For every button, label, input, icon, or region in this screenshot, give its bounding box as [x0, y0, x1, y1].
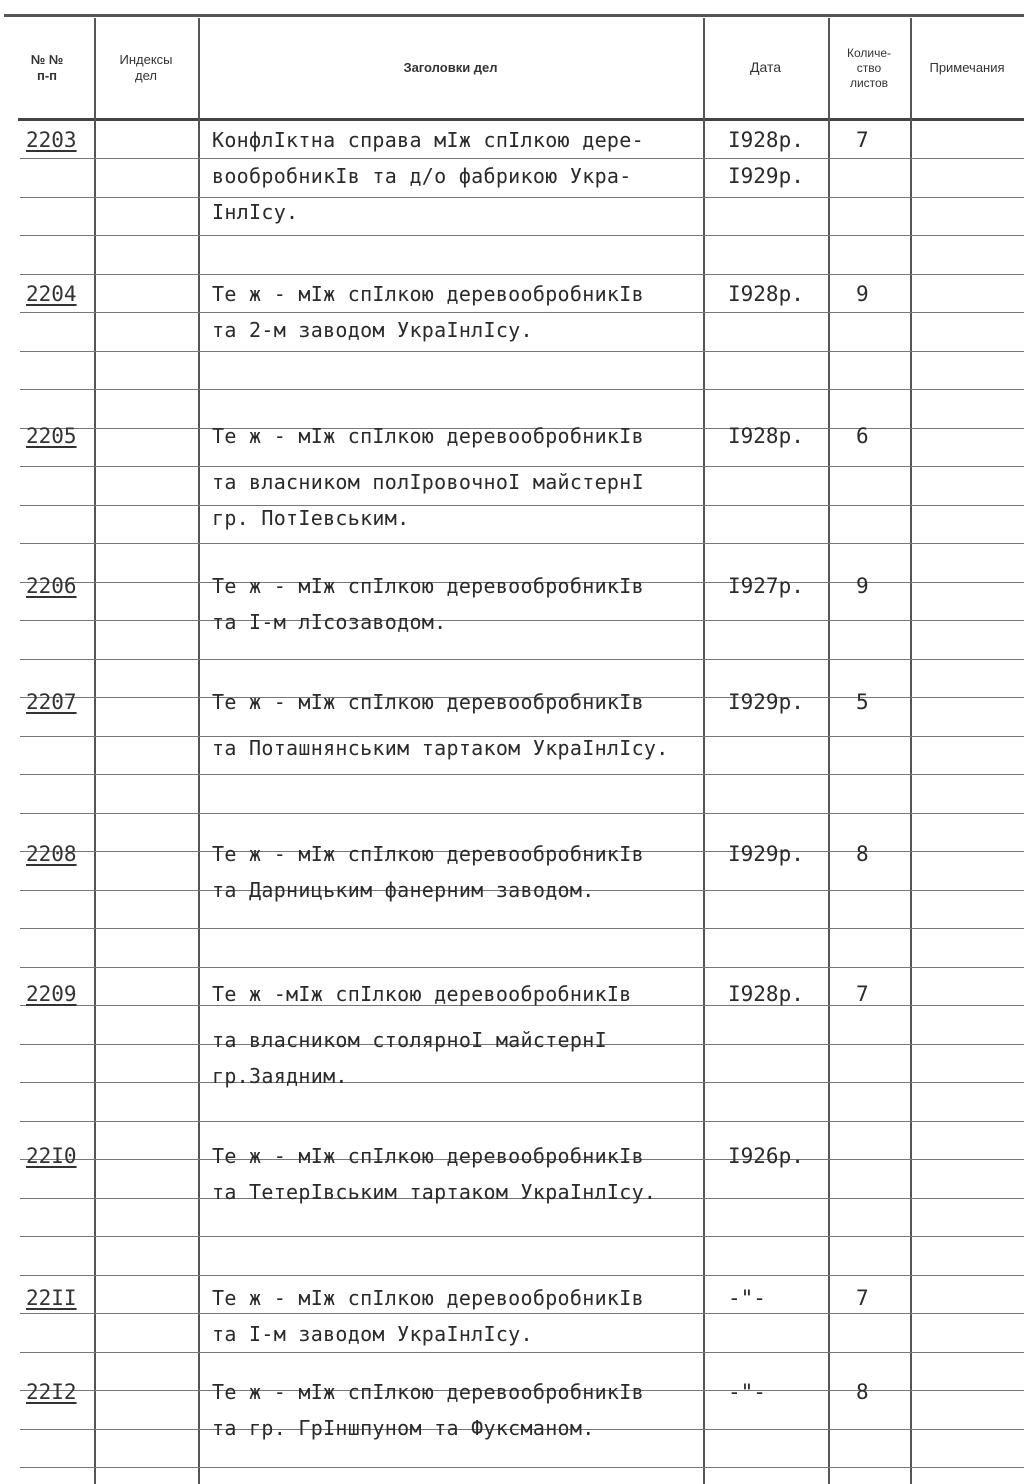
ruled-line — [20, 1275, 1024, 1276]
entry-number: 2206 — [26, 574, 77, 598]
ruled-line — [20, 1467, 1024, 1468]
header-number-line2: п-п — [36, 68, 58, 83]
ruled-line — [20, 158, 1024, 159]
header-index — [94, 18, 198, 118]
ruled-line — [20, 774, 1024, 775]
ruled-line — [20, 1313, 1024, 1314]
entry-sheet-count: 5 — [856, 690, 869, 714]
ruled-line — [20, 197, 1024, 198]
entry-title-line: Те ж - мIж спIлкою деревообробникIв — [212, 424, 644, 448]
header-title-text: Заголовки дел — [403, 59, 498, 75]
entry-title-line: Те ж - мIж спIлкою деревообробникIв — [212, 1144, 644, 1168]
entry-title-line: гр.Заядним. — [212, 1064, 348, 1088]
entry-sheet-count: 6 — [856, 424, 869, 448]
entry-sheet-count: 7 — [856, 128, 869, 152]
entry-title-line: та власником столярноI майстернI — [212, 1028, 607, 1052]
ruled-line — [20, 1121, 1024, 1122]
entry-date: I929р. — [728, 842, 804, 866]
entry-title-line: та ТетерIвським тартаком УкраIнлIсу. — [212, 1180, 657, 1204]
header-index-line1: Индексы — [119, 51, 173, 67]
entry-title-line: Те ж - мIж спIлкою деревообробникIв — [212, 574, 644, 598]
entry-sheet-count: 7 — [856, 1286, 869, 1310]
entry-date: -"- — [728, 1286, 766, 1310]
header-sheet-count — [828, 18, 910, 118]
column-divider — [198, 18, 200, 1484]
ruled-line — [20, 1082, 1024, 1083]
ruled-line — [20, 466, 1024, 467]
ruled-line — [20, 351, 1024, 352]
entry-title-line: гр. ПотIевським. — [212, 506, 410, 530]
header-top-rule — [4, 14, 1024, 17]
entry-title-line: та Дарницьким фанерним заводом. — [212, 878, 595, 902]
column-divider — [703, 18, 705, 1484]
entry-title-line: та власником полIровочноI майстернI — [212, 470, 644, 494]
entry-number: 2205 — [26, 424, 77, 448]
entry-title-line: КонфлIктна справа мIж спIлкою дере- — [212, 128, 644, 152]
header-index-line2: дел — [135, 68, 157, 83]
ruled-line — [20, 389, 1024, 390]
header-notes — [910, 18, 1024, 118]
header-count-line1: Количе- — [846, 45, 892, 60]
entry-title-line: вообробникIв та д/о фабрикою Укра- — [212, 164, 632, 188]
entry-number: 2203 — [26, 128, 77, 152]
ruled-line — [20, 543, 1024, 544]
entry-sheet-count: 8 — [856, 1380, 869, 1404]
entry-number: 2204 — [26, 282, 77, 306]
header-number — [0, 18, 94, 118]
entry-number: 2209 — [26, 982, 77, 1006]
entry-date: I928р. — [728, 282, 804, 306]
entry-date: -"- — [728, 1380, 766, 1404]
ruled-line — [20, 659, 1024, 660]
header-date — [703, 18, 828, 118]
entry-title-line: Те ж - мIж спIлкою деревообробникIв — [212, 1380, 644, 1404]
entry-sheet-count: 9 — [856, 574, 869, 598]
entry-title-line: Те ж - мIж спIлкою деревообробникIв — [212, 690, 644, 714]
ruled-line — [20, 274, 1024, 275]
ruled-line — [20, 1352, 1024, 1353]
ruled-line — [20, 620, 1024, 621]
entry-sheet-count: 8 — [856, 842, 869, 866]
entry-sheet-count: 7 — [856, 982, 869, 1006]
entry-date: I927р. — [728, 574, 804, 598]
column-divider — [828, 18, 830, 1484]
entry-title-line: та I-м заводом УкраIнлIсу. — [212, 1322, 533, 1346]
entry-date-second: I929р. — [728, 164, 804, 188]
entry-number: 2208 — [26, 842, 77, 866]
entry-date: I928р. — [728, 424, 804, 448]
column-divider — [94, 18, 96, 1484]
entry-number: 22II — [26, 1286, 77, 1310]
entry-title-line: та гр. ГрIншпуном та Фуксманом. — [212, 1416, 595, 1440]
entry-title-line: та Поташнянським тартаком УкраIнлIсу. — [212, 736, 669, 760]
header-number-line1: № № — [30, 51, 64, 67]
ruled-line — [20, 235, 1024, 236]
entry-number: 2207 — [26, 690, 77, 714]
ruled-line — [20, 813, 1024, 814]
entry-date: I928р. — [728, 982, 804, 1006]
entry-title-line: та I-м лIсозаводом. — [212, 610, 447, 634]
entry-date: I928р. — [728, 128, 804, 152]
entry-title-line: IнлIсу. — [212, 200, 299, 224]
header-count-line2: ство — [856, 60, 882, 75]
column-divider — [910, 18, 912, 1484]
entry-number: 22I0 — [26, 1144, 77, 1168]
entry-title-line: та 2-м заводом УкраIнлIсу. — [212, 318, 533, 342]
ruled-line — [20, 312, 1024, 313]
entry-title-line: Те ж - мIж спIлкою деревообробникIв — [212, 1286, 644, 1310]
ruled-line — [20, 928, 1024, 929]
ruled-line — [20, 967, 1024, 968]
header-date-text: Дата — [749, 59, 781, 76]
entry-title-line: Те ж - мIж спIлкою деревообробникIв — [212, 842, 644, 866]
entry-title-line: Те ж - мIж спIлкою деревообробникIв — [212, 282, 644, 306]
header-bottom-rule — [18, 118, 1024, 121]
entry-date: I926р. — [728, 1144, 804, 1168]
ruled-line — [20, 1236, 1024, 1237]
ruled-line — [20, 505, 1024, 506]
header-notes-text: Примечания — [929, 59, 1005, 75]
entry-title-line: Те ж -мIж спIлкою деревообробникIв — [212, 982, 632, 1006]
entry-date: I929р. — [728, 690, 804, 714]
entry-sheet-count: 9 — [856, 282, 869, 306]
entry-number: 22I2 — [26, 1380, 77, 1404]
header-count-line3: листов — [849, 75, 889, 90]
header-title — [198, 18, 703, 118]
